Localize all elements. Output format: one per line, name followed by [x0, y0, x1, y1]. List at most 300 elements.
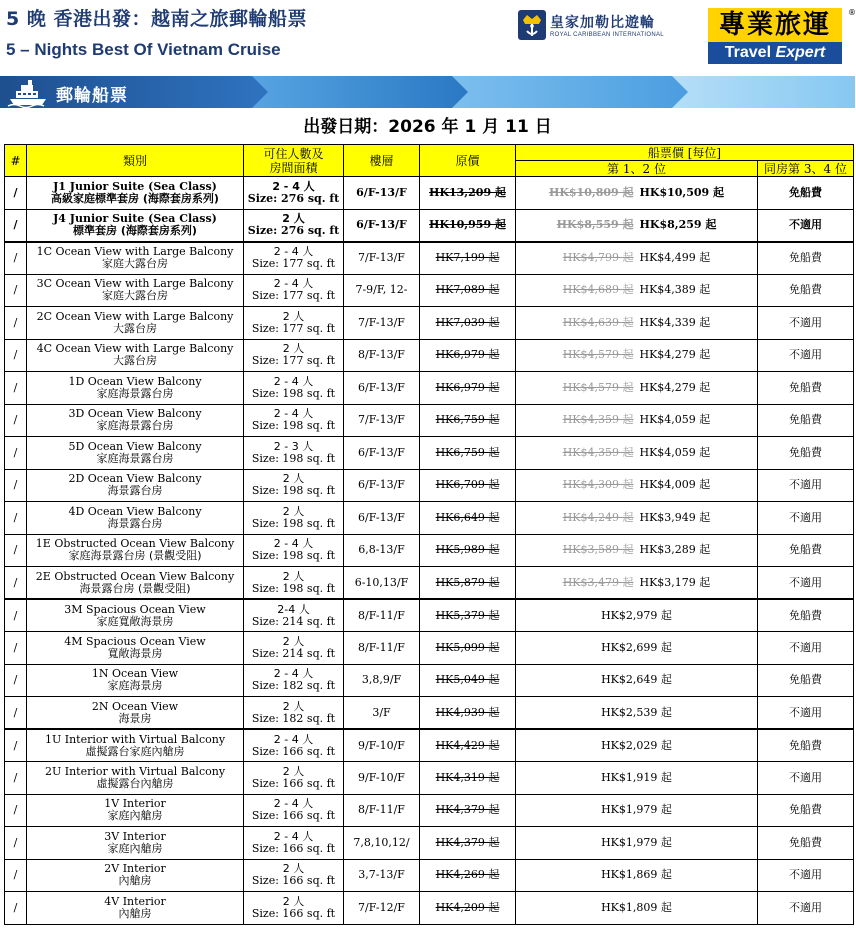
- te-logo-zh: 專業旅運: [708, 8, 842, 42]
- row-mark: /: [5, 274, 27, 307]
- cabin-size: Size: 198 sq. ft: [251, 386, 336, 400]
- original-price: HK7,199 起: [420, 242, 516, 275]
- row-mark: /: [5, 534, 27, 567]
- occupancy: [244, 339, 344, 372]
- current-fare: HK$3,289 起: [639, 543, 711, 557]
- row-mark: /: [5, 567, 27, 600]
- original-price: HK4,319 起: [420, 762, 516, 795]
- occupancy-count: 2 - 4 人: [273, 277, 314, 291]
- cabin-type: [27, 697, 244, 730]
- cabin-type-en: 1D Ocean View Balcony: [68, 374, 202, 388]
- fare-third-fourth: 免船費: [758, 534, 854, 567]
- cabin-size: Size: 198 sq. ft: [251, 549, 336, 563]
- table-row: [5, 469, 854, 502]
- deck: 6/F-13/F: [344, 372, 420, 405]
- cabin-type-en: 3M Spacious Ocean View: [64, 602, 206, 616]
- cabin-type: [27, 794, 244, 827]
- banner-arrows: [0, 76, 855, 108]
- table-row: [5, 339, 854, 372]
- deck: 6/F-13/F: [344, 469, 420, 502]
- page-title-zh: 5 晚 香港出發：越南之旅郵輪船票: [6, 8, 307, 30]
- original-price: HK6,649 起: [420, 502, 516, 535]
- fare-first-two: [516, 632, 758, 665]
- te-logo-en: Travel Expert: [708, 42, 842, 64]
- previous-fare: HK$4,579 起: [562, 380, 634, 394]
- fare-first-two: [516, 339, 758, 372]
- occupancy: [244, 632, 344, 665]
- page-title-en: 5 – Nights Best Of Vietnam Cruise: [6, 40, 281, 59]
- fare-third-fourth: 免船費: [758, 274, 854, 307]
- fare-first-two: [516, 404, 758, 437]
- cabin-type: [27, 502, 244, 535]
- deck: 7,8,10,12/: [344, 827, 420, 860]
- row-mark: /: [5, 242, 27, 275]
- occupancy: [244, 664, 344, 697]
- row-mark: /: [5, 762, 27, 795]
- current-fare: HK$2,539 起: [601, 705, 672, 719]
- occupancy-count: 2 - 4 人: [273, 732, 314, 746]
- original-price: HK6,979 起: [420, 339, 516, 372]
- occupancy-count: 2 人: [282, 569, 305, 583]
- cabin-type-en: 1E Obstructed Ocean View Balcony: [35, 537, 235, 551]
- occupancy: [244, 307, 344, 340]
- row-mark: /: [5, 502, 27, 535]
- row-mark: /: [5, 209, 27, 242]
- cabin-type-en: 4M Spacious Ocean View: [64, 634, 206, 648]
- previous-fare: HK$4,359 起: [562, 445, 634, 459]
- occupancy-count: 2 人: [282, 309, 305, 323]
- row-mark: /: [5, 599, 27, 632]
- fare-third-fourth: 不適用: [758, 502, 854, 535]
- deck: 6-10,13/F: [344, 567, 420, 600]
- deck: 6,8-13/F: [344, 534, 420, 567]
- current-fare: HK$3,949 起: [639, 510, 711, 524]
- occupancy: [244, 469, 344, 502]
- fare-third-fourth: 免船費: [758, 827, 854, 860]
- occupancy-count: 2 人: [282, 504, 305, 518]
- cabin-type-en: 2C Ocean View with Large Balcony: [36, 309, 234, 323]
- fare-third-fourth: 免船費: [758, 794, 854, 827]
- crown-anchor-icon: [518, 10, 546, 40]
- cabin-size: Size: 182 sq. ft: [251, 711, 336, 725]
- cabin-type-en: 3V Interior: [104, 829, 166, 843]
- cabin-type-zh: 標準套房 (海際套房系列): [73, 224, 197, 237]
- cabin-type-zh: 海景露台房 (景觀受阻): [79, 581, 191, 595]
- header-original: 原價: [420, 145, 516, 177]
- cabin-type-en: 2E Obstructed Ocean View Balcony: [35, 569, 235, 583]
- row-mark: /: [5, 697, 27, 730]
- cabin-size: Size: 177 sq. ft: [251, 321, 336, 335]
- occupancy: [244, 697, 344, 730]
- deck: 8/F-11/F: [344, 632, 420, 665]
- occupancy: [244, 827, 344, 860]
- occupancy-count: 2 人: [282, 699, 305, 713]
- row-mark: /: [5, 372, 27, 405]
- deck: 6/F-13/F: [344, 177, 420, 210]
- deck: 6/F-13/F: [344, 437, 420, 470]
- deck: 9/F-10/F: [344, 762, 420, 795]
- cabin-type: [27, 404, 244, 437]
- cabin-type-zh: 海景露台房: [107, 484, 163, 498]
- cabin-type-zh: 家庭內艙房: [107, 841, 163, 855]
- original-price: HK5,879 起: [420, 567, 516, 600]
- deck: 7/F-12/F: [344, 892, 420, 925]
- previous-fare: HK$3,479 起: [562, 575, 634, 589]
- table-row: [5, 274, 854, 307]
- occupancy-count: 2 - 3 人: [273, 439, 314, 453]
- cabin-type: [27, 437, 244, 470]
- deck: 3,7-13/F: [344, 859, 420, 892]
- royal-caribbean-logo: [518, 10, 678, 44]
- previous-fare: HK$4,639 起: [562, 315, 634, 329]
- occupancy-count: 2 人: [282, 212, 305, 225]
- fare-third-fourth: 不適用: [758, 892, 854, 925]
- current-fare: HK$2,979 起: [601, 608, 672, 622]
- current-fare: HK$1,869 起: [601, 868, 672, 882]
- fare-first-two: [516, 242, 758, 275]
- fare-third-fourth: 免船費: [758, 664, 854, 697]
- cabin-size: Size: 198 sq. ft: [251, 516, 336, 530]
- cabin-type-en: 3C Ocean View with Large Balcony: [36, 277, 234, 291]
- occupancy-count: 2 人: [282, 764, 305, 778]
- cabin-type-zh: 家庭海景露台房: [96, 386, 174, 400]
- current-fare: HK$4,499 起: [639, 251, 711, 264]
- row-mark: /: [5, 827, 27, 860]
- original-price: HK6,759 起: [420, 404, 516, 437]
- cabin-type-en: 1V Interior: [104, 797, 166, 811]
- travel-expert-logo: [708, 8, 856, 64]
- table-row: [5, 404, 854, 437]
- cabin-type: [27, 177, 244, 210]
- cabin-type-en: 1C Ocean View with Large Balcony: [36, 245, 234, 258]
- fare-first-two: [516, 827, 758, 860]
- cabin-type: [27, 664, 244, 697]
- occupancy: [244, 859, 344, 892]
- original-price: HK6,709 起: [420, 469, 516, 502]
- original-price: HK5,049 起: [420, 664, 516, 697]
- original-price: HK4,939 起: [420, 697, 516, 730]
- occupancy-count: 2 人: [282, 894, 305, 908]
- cabin-type: [27, 762, 244, 795]
- occupancy: [244, 892, 344, 925]
- fare-third-fourth: 不適用: [758, 307, 854, 340]
- current-fare: HK$1,979 起: [601, 803, 672, 817]
- fare-first-two: [516, 859, 758, 892]
- cabin-size: Size: 177 sq. ft: [251, 257, 336, 270]
- fare-third-fourth: 免船費: [758, 372, 854, 405]
- current-fare: HK$10,509 起: [639, 185, 725, 199]
- cabin-type-en: 2U Interior with Virtual Balcony: [44, 764, 226, 778]
- table-row: [5, 372, 854, 405]
- header-occupancy: 可住人數及 房間面積: [244, 145, 344, 177]
- cabin-size: Size: 198 sq. ft: [251, 484, 336, 498]
- row-mark: /: [5, 859, 27, 892]
- cabin-type-en: J1 Junior Suite (Sea Class): [53, 179, 217, 193]
- occupancy: [244, 242, 344, 275]
- current-fare: HK$4,009 起: [639, 478, 711, 492]
- fare-third-fourth: 免船費: [758, 404, 854, 437]
- table-row: [5, 599, 854, 632]
- row-mark: /: [5, 632, 27, 665]
- cabin-type-zh: 家庭海景露台房: [96, 419, 174, 433]
- current-fare: HK$1,809 起: [601, 900, 672, 914]
- cabin-type-en: J4 Junior Suite (Sea Class): [53, 212, 217, 225]
- original-price: HK5,989 起: [420, 534, 516, 567]
- table-row: [5, 859, 854, 892]
- occupancy: [244, 274, 344, 307]
- departure-date: 出發日期：2026 年 1 月 11 日: [303, 117, 552, 137]
- cabin-type-zh: 內艙房: [118, 874, 152, 888]
- cabin-type-zh: 家庭大露台房: [102, 257, 168, 270]
- cabin-type: [27, 534, 244, 567]
- cabin-type-en: 4C Ocean View with Large Balcony: [36, 342, 234, 356]
- occupancy-count: 2 - 4 人: [273, 797, 314, 811]
- header-fare-12: 第 1、2 位: [516, 161, 758, 177]
- cabin-size: Size: 198 sq. ft: [251, 451, 336, 465]
- current-fare: HK$8,259 起: [639, 218, 717, 231]
- deck: 3,8,9/F: [344, 664, 420, 697]
- fare-first-two: [516, 567, 758, 600]
- previous-fare: HK$8,559 起: [556, 218, 634, 231]
- table-row: [5, 827, 854, 860]
- previous-fare: HK$10,809 起: [548, 185, 634, 199]
- table-row: [5, 664, 854, 697]
- cabin-type-en: 4D Ocean View Balcony: [68, 504, 202, 518]
- cabin-type-zh: 家庭海景露台房 (景觀受阻): [68, 549, 202, 563]
- table-row: [5, 307, 854, 340]
- fare-third-fourth: 免船費: [758, 599, 854, 632]
- cabin-type-zh: 家庭寬敞海景房: [96, 614, 174, 628]
- cabin-size: Size: 166 sq. ft: [251, 776, 336, 790]
- rc-logo-zh: 皇家加勒比遊輪: [550, 15, 655, 31]
- table-row: [5, 567, 854, 600]
- cabin-size: Size: 276 sq. ft: [247, 191, 340, 205]
- fare-first-two: [516, 209, 758, 242]
- fare-first-two: [516, 599, 758, 632]
- fare-first-two: [516, 274, 758, 307]
- row-mark: /: [5, 664, 27, 697]
- header-mark: #: [5, 145, 27, 177]
- cabin-type-en: 2N Ocean View: [91, 699, 179, 713]
- current-fare: HK$4,059 起: [639, 445, 711, 459]
- table-row: [5, 697, 854, 730]
- cabin-type-zh: 家庭海景房: [107, 679, 163, 693]
- cabin-type-zh: 虛擬露台內艙房: [96, 776, 174, 790]
- table-row: [5, 534, 854, 567]
- header-fare-34: 同房第 3、4 位: [758, 161, 854, 177]
- fare-third-fourth: 免船費: [758, 242, 854, 275]
- cabin-type-zh: 海景露台房: [107, 516, 163, 530]
- fare-first-two: [516, 729, 758, 762]
- occupancy-count: 2 人: [282, 634, 305, 648]
- table-row: [5, 729, 854, 762]
- cabin-type-zh: 高級家庭標準套房 (海際套房系列): [51, 191, 219, 205]
- cabin-size: Size: 166 sq. ft: [251, 874, 336, 888]
- table-row: [5, 892, 854, 925]
- deck: 7/F-13/F: [344, 242, 420, 275]
- cabin-type-en: 1U Interior with Virtual Balcony: [44, 732, 226, 746]
- header-fare-group: 船票價 [每位]: [516, 145, 854, 161]
- cabin-size: Size: 198 sq. ft: [251, 419, 336, 433]
- occupancy: [244, 209, 344, 242]
- occupancy: [244, 437, 344, 470]
- cabin-type-en: 2D Ocean View Balcony: [68, 472, 202, 486]
- original-price: HK4,209 起: [420, 892, 516, 925]
- fare-first-two: [516, 177, 758, 210]
- occupancy: [244, 567, 344, 600]
- fare-third-fourth: 不適用: [758, 567, 854, 600]
- header-type: 類別: [27, 145, 244, 177]
- cabin-size: Size: 166 sq. ft: [251, 744, 336, 758]
- previous-fare: HK$3,589 起: [562, 543, 634, 557]
- cabin-type-en: 2V Interior: [104, 862, 166, 876]
- occupancy-count: 2 - 4 人: [273, 667, 314, 681]
- deck: 8/F-13/F: [344, 339, 420, 372]
- row-mark: /: [5, 339, 27, 372]
- original-price: HK6,979 起: [420, 372, 516, 405]
- occupancy-count: 2 - 4 人: [273, 245, 314, 258]
- cabin-size: Size: 214 sq. ft: [251, 646, 336, 660]
- cabin-type: [27, 307, 244, 340]
- cabin-type-zh: 家庭內艙房: [107, 809, 163, 823]
- cabin-type-zh: 內艙房: [118, 906, 152, 920]
- row-mark: /: [5, 437, 27, 470]
- fare-third-fourth: 不適用: [758, 859, 854, 892]
- cabin-type-zh: 家庭海景露台房: [96, 451, 174, 465]
- original-price: HK13,209 起: [420, 177, 516, 210]
- cabin-type: [27, 469, 244, 502]
- previous-fare: HK$4,359 起: [562, 413, 634, 427]
- deck: 7/F-13/F: [344, 404, 420, 437]
- occupancy-count: 2 人: [282, 342, 305, 356]
- cabin-size: Size: 166 sq. ft: [251, 906, 336, 920]
- cabin-type: [27, 242, 244, 275]
- row-mark: /: [5, 177, 27, 210]
- table-row: [5, 502, 854, 535]
- occupancy-count: 2 - 4 人: [273, 829, 314, 843]
- table-row: [5, 437, 854, 470]
- previous-fare: HK$4,799 起: [562, 251, 634, 264]
- fare-first-two: [516, 794, 758, 827]
- cabin-size: Size: 214 sq. ft: [251, 614, 336, 628]
- cabin-type: [27, 209, 244, 242]
- original-price: HK7,089 起: [420, 274, 516, 307]
- row-mark: /: [5, 404, 27, 437]
- table-row: [5, 209, 854, 242]
- cabin-size: Size: 177 sq. ft: [251, 354, 336, 368]
- fare-third-fourth: 不適用: [758, 632, 854, 665]
- current-fare: HK$2,029 起: [601, 738, 672, 752]
- header-deck: 樓層: [344, 145, 420, 177]
- fare-third-fourth: 不適用: [758, 209, 854, 242]
- cabin-type-zh: 虛擬露台家庭內艙房: [85, 744, 185, 758]
- deck: 3/F: [344, 697, 420, 730]
- original-price: HK10,959 起: [420, 209, 516, 242]
- original-price: HK6,759 起: [420, 437, 516, 470]
- cabin-size: Size: 198 sq. ft: [251, 581, 336, 595]
- table-row: [5, 632, 854, 665]
- occupancy: [244, 534, 344, 567]
- occupancy: [244, 372, 344, 405]
- occupancy: [244, 502, 344, 535]
- fare-first-two: [516, 502, 758, 535]
- table-row: [5, 762, 854, 795]
- occupancy-count: 2 - 4 人: [273, 374, 314, 388]
- current-fare: HK$4,279 起: [639, 348, 711, 362]
- fare-first-two: [516, 437, 758, 470]
- cabin-type-en: 1N Ocean View: [91, 667, 179, 681]
- current-fare: HK$1,979 起: [601, 835, 672, 849]
- fare-third-fourth: 不適用: [758, 762, 854, 795]
- current-fare: HK$2,649 起: [601, 673, 672, 687]
- previous-fare: HK$4,309 起: [562, 478, 634, 492]
- original-price: HK4,269 起: [420, 859, 516, 892]
- cabin-type: [27, 339, 244, 372]
- occupancy-count: 2 人: [282, 472, 305, 486]
- cabin-type: [27, 372, 244, 405]
- deck: 6/F-13/F: [344, 209, 420, 242]
- current-fare: HK$4,059 起: [639, 413, 711, 427]
- current-fare: HK$4,279 起: [639, 380, 711, 394]
- cruise-ship-icon: [6, 77, 50, 107]
- cabin-size: Size: 166 sq. ft: [251, 841, 336, 855]
- occupancy: [244, 762, 344, 795]
- cabin-type-zh: 大露台房: [113, 321, 157, 335]
- cabin-type: [27, 827, 244, 860]
- cabin-type: [27, 859, 244, 892]
- original-price: HK4,379 起: [420, 827, 516, 860]
- occupancy-count: 2 - 4 人: [273, 407, 314, 421]
- occupancy-count: 2-4 人: [277, 602, 310, 616]
- fare-first-two: [516, 307, 758, 340]
- fare-third-fourth: 免船費: [758, 177, 854, 210]
- table-row: [5, 242, 854, 275]
- cabin-type: [27, 729, 244, 762]
- cabin-type-zh: 寬敞海景房: [107, 646, 163, 660]
- cabin-type: [27, 632, 244, 665]
- banner-label: 郵輪船票: [56, 86, 128, 106]
- occupancy: [244, 794, 344, 827]
- cabin-type: [27, 892, 244, 925]
- occupancy: [244, 599, 344, 632]
- row-mark: /: [5, 794, 27, 827]
- fare-third-fourth: 不適用: [758, 697, 854, 730]
- fare-third-fourth: 不適用: [758, 469, 854, 502]
- cabin-type-en: 5D Ocean View Balcony: [68, 439, 202, 453]
- fare-first-two: [516, 762, 758, 795]
- deck: 8/F-11/F: [344, 794, 420, 827]
- cabin-type: [27, 274, 244, 307]
- cabin-type: [27, 567, 244, 600]
- deck: 6/F-13/F: [344, 502, 420, 535]
- rc-logo-en: ROYAL CARIBBEAN INTERNATIONAL: [550, 32, 664, 38]
- cabin-size: Size: 182 sq. ft: [251, 679, 336, 693]
- occupancy: [244, 177, 344, 210]
- deck: 9/F-10/F: [344, 729, 420, 762]
- deck: 8/F-11/F: [344, 599, 420, 632]
- deck: 7/F-13/F: [344, 307, 420, 340]
- cabin-size: Size: 276 sq. ft: [247, 224, 340, 237]
- original-price: HK5,379 起: [420, 599, 516, 632]
- fare-table: [4, 144, 854, 925]
- row-mark: /: [5, 307, 27, 340]
- occupancy-count: 2 - 4 人: [272, 179, 315, 193]
- fare-third-fourth: 免船費: [758, 437, 854, 470]
- fare-first-two: [516, 697, 758, 730]
- cabin-type: [27, 599, 244, 632]
- previous-fare: HK$4,249 起: [562, 510, 634, 524]
- occupancy-count: 2 - 4 人: [273, 537, 314, 551]
